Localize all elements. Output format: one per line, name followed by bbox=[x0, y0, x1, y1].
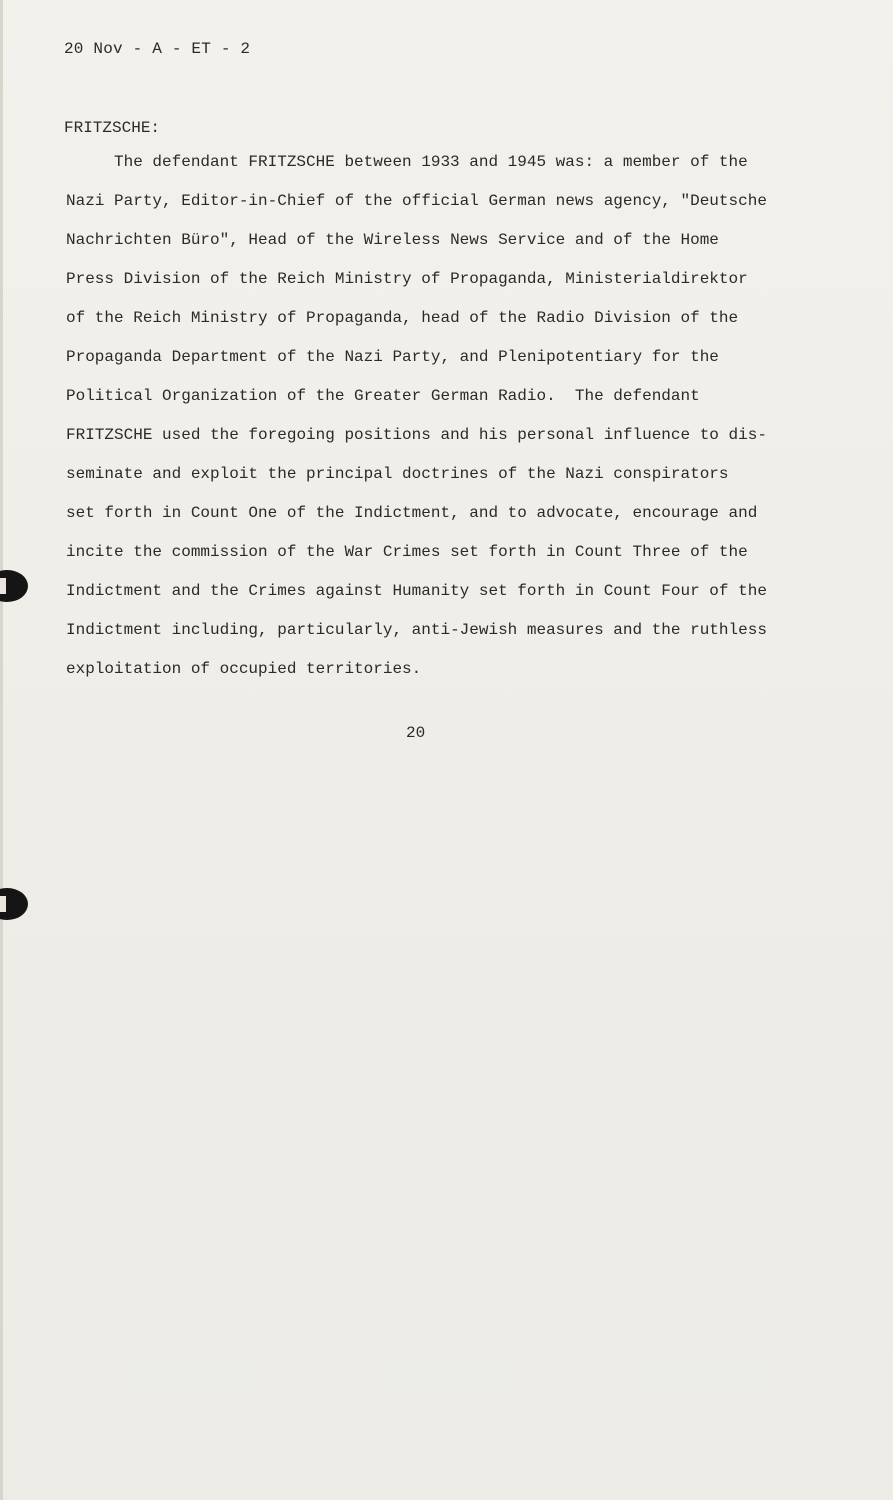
section-heading: FRITZSCHE: bbox=[64, 119, 161, 137]
punch-hole bbox=[0, 570, 28, 602]
body-line: Nazi Party, Editor-in-Chief of the official German news agency, "Deutsche bbox=[66, 192, 767, 210]
body-line: exploitation of occupied territories. bbox=[66, 660, 422, 678]
body-line: Indictment including, particularly, anti-Jewish measures and the ruthless bbox=[66, 621, 767, 639]
body-line: Press Division of the Reich Ministry of Propaganda, Ministerialdirektor bbox=[66, 270, 748, 288]
body-line: Propaganda Department of the Nazi Party, and Plenipotentiary for the bbox=[66, 348, 719, 366]
document-body bbox=[66, 150, 786, 696]
page-edge bbox=[0, 0, 3, 1500]
body-line: of the Reich Ministry of Propaganda, head of the Radio Division of the bbox=[66, 309, 739, 327]
document-reference: 20 Nov - A - ET - 2 bbox=[64, 40, 251, 58]
body-line: Nachrichten Büro", Head of the Wireless News Service and of the Home bbox=[66, 231, 719, 249]
body-line: seminate and exploit the principal doctrines of the Nazi conspirators bbox=[66, 465, 729, 483]
body-line: Political Organization of the Greater German Radio. The defendant bbox=[66, 387, 700, 405]
body-line: The defendant FRITZSCHE between 1933 and 1945 was: a member of the bbox=[114, 153, 748, 171]
page-number: 20 bbox=[406, 724, 426, 742]
punch-hole bbox=[0, 888, 28, 920]
body-line: incite the commission of the War Crimes set forth in Count Three of the bbox=[66, 543, 748, 561]
body-line: set forth in Count One of the Indictment, and to advocate, encourage and bbox=[66, 504, 758, 522]
body-line: Indictment and the Crimes against Humanity set forth in Count Four of the bbox=[66, 582, 767, 600]
body-line: FRITZSCHE used the foregoing positions and his personal influence to dis- bbox=[66, 426, 767, 444]
